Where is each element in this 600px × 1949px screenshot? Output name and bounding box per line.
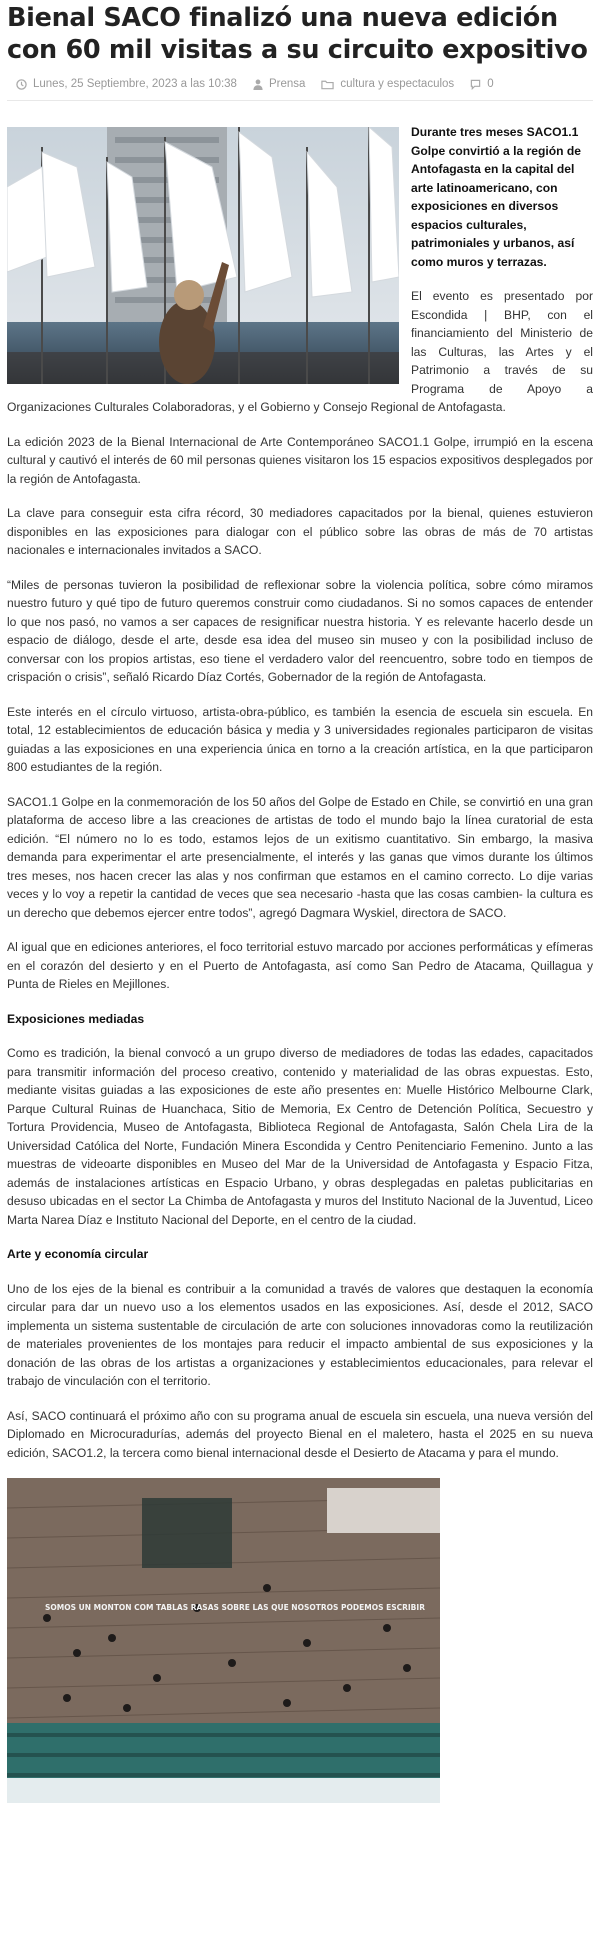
publish-date: Lunes, 25 Septiembre, 2023 a las 10:38 xyxy=(33,78,237,90)
article-lead: Durante tres meses SACO1.1 Golpe convirtió a la región de Antofagasta en la capital del arte latinoamericano, con exposiciones en diversos espacios culturales, patrimoniales y urbanos, así como muros y terrazas. xyxy=(411,125,582,269)
comment-icon xyxy=(470,79,481,90)
paragraph-5: Este interés en el círculo virtuoso, artista-obra-público, es también la esencia de escuela sin escuela. En total, 12 establecimientos de educación básica y media y 3 universidades regionales participaron de visitas guiadas a las exposiciones en una experiencia única en torno a la creación artística, en la que participaron 800 estudiantes de la región. xyxy=(7,704,593,774)
pier-photo-lettering: SOMOS UN MONTON COM TABLAS RASAS SOBRE LAS QUE NOSOTROS PODEMOS ESCRIBIR xyxy=(45,1603,425,1612)
subhead-economia-circular: Arte y economía circular xyxy=(7,1247,149,1261)
paragraph-4: “Miles de personas tuvieron la posibilidad de reflexionar sobre la violencia política, sobre cómo miramos nuestro futuro y qué tipo de futuro queremos construir como ciudadanos. Si no somos capaces de entender lo que nos pasó, no vamos a ser capaces de resignificar nuestra historia. Y es relevante hacerlo desde un espacio de diálogo, desde el arte, desde esa idea del museo sin museo y con la posibilidad incluso de conversar con los propios artistas, eso tiene el verdadero valor del reencuentro, sobre todo en tiempos de crispación o crisis”, señaló Ricardo Díaz Cortés, Gobernador de la región de Antofagasta. xyxy=(7,577,593,684)
article-content xyxy=(7,123,593,1803)
paragraph-6: SACO1.1 Golpe en la conmemoración de los 50 años del Golpe de Estado en Chile, se convirtió en una gran plataforma de acceso libre a las creaciones de artistas de todo el mundo bajo la línea curatorial de esta edición. “El número no lo es todo, estamos lejos de un exitismo cuantitativo. Sin embargo, la masiva demanda para experimentar el arte presencialmente, el interés y las ganas que vimos durante los últimos tres meses, nos hacen crecer las alas y nos confirman que estamos en el camino correcto. Lo dije varias veces y lo voy a repetir la cantidad de veces que sea necesario -hasta que las cosas cambien- la cultura es un derecho que debemos ejercer entre todos”, agregó Dagmara Wyskiel, directora de SACO. xyxy=(7,794,593,920)
paragraph-circular-2: Así, SACO continuará el próximo año con su programa anual de escuela sin escuela, una nueva versión del Diplomado en Microcuradurías, además del proyecto Bienal en el maletero, hasta el 2025 en su nueva edición, SACO1.2, la tercera como bienal internacional desde el Desierto de Atacama y para el mundo. xyxy=(7,1408,593,1460)
paragraph-2: La edición 2023 de la Bienal Internacional de Arte Contemporáneo SACO1.1 Golpe, irrumpió en la escena cultural y cautivó el interés de 60 mil personas quienes visitaron los 15 espacios expositivos desplegados por la región de Antofagasta. xyxy=(7,434,593,486)
paragraph-1: El evento es presentado por Escondida | BHP, con el financiamiento del Ministerio de las Culturas, las Artes y el Patrimonio a través de su Programa de Apoyo a Organizaciones Culturales Colaboradoras, y el Gobierno y Consejo Regional de Antofagasta. xyxy=(7,289,593,414)
article-meta xyxy=(7,78,593,101)
comments-link[interactable]: 0 xyxy=(487,78,494,90)
article-photo-pier xyxy=(7,1478,440,1803)
author-link[interactable]: Prensa xyxy=(268,78,306,90)
folder-icon xyxy=(321,79,334,90)
paragraph-mediadas: Como es tradición, la bienal convocó a un grupo diverso de mediadores de todas las edades, capacitados para transmitir información del proceso creativo, contenido y materialidad de las obras expuestas. Esto, mediante visitas guiadas a las exposiciones de este año presentes en: Muelle Histórico Melbourne Clark, Parque Cultural Ruinas de Huanchaca, Sitio de Memoria, Ex Centro de Detención Política, Secuestro y Tortura Providencia, Museo de Antofagasta, Biblioteca Regional de Antofagasta, Salón Chela Lira de la Universidad Católica del Norte, Fundación Minera Escondida y Centro Penitenciario Femenino. Junto a las muestras de videoarte disponibles en Museo del Mar de la Universidad de Antofagasta y Espacio Fitza, además de instalaciones artísticas en Espacio Urbano, y obras desplegadas en paletas publicitarias en desuso ubicadas en el sector La Chimba de Antofagasta y muros del Instituto Nacional de la Juventud, Liceo Marta Narea Díaz e Instituto Nacional del Deporte, en el centro de la ciudad. xyxy=(7,1046,593,1227)
user-icon xyxy=(253,79,263,90)
clock-icon xyxy=(16,79,27,90)
page-title: Bienal SACO finalizó una nueva edición con 60 mil visitas a su circuito expositivo xyxy=(7,3,588,65)
paragraph-3: La clave para conseguir esta cifra récord, 30 mediadores capacitados por la bienal, quienes estuvieron disponibles en las exposiciones para dialogar con el público sobre las obras de más de 70 artistas nacionales e internacionales invitados a SACO. xyxy=(7,506,593,557)
paragraph-7: Al igual que en ediciones anteriores, el foco territorial estuvo marcado por acciones performáticas y efímeras en el corazón del desierto y en el Puerto de Antofagasta, así como San Pedro de Atacama, Quillagua y Punta de Rieles en Mejillones. xyxy=(7,940,593,991)
paragraph-circular-1: Uno de los ejes de la bienal es contribuir a la comunidad a través de valores que destaquen la economía circular para dar un nuevo uso a los elementos usados en las exposiciones. Así, desde el 2012, SACO implementa un sistema sustentable de circulación de arte con soluciones innovadoras como la reutilización de materiales provenientes de los montajes para reducir el impacto ambiental de sus exposiciones y la donación de las obras de los artistas a organizaciones y establecimientos educacionales, para relevar el trabajo de vinculación con el territorio. xyxy=(7,1281,593,1388)
category-link[interactable]: cultura y espectaculos xyxy=(340,78,455,90)
subhead-exposiciones: Exposiciones mediadas xyxy=(7,1011,145,1026)
article xyxy=(0,2,600,1803)
article-photo-flags xyxy=(7,127,399,384)
